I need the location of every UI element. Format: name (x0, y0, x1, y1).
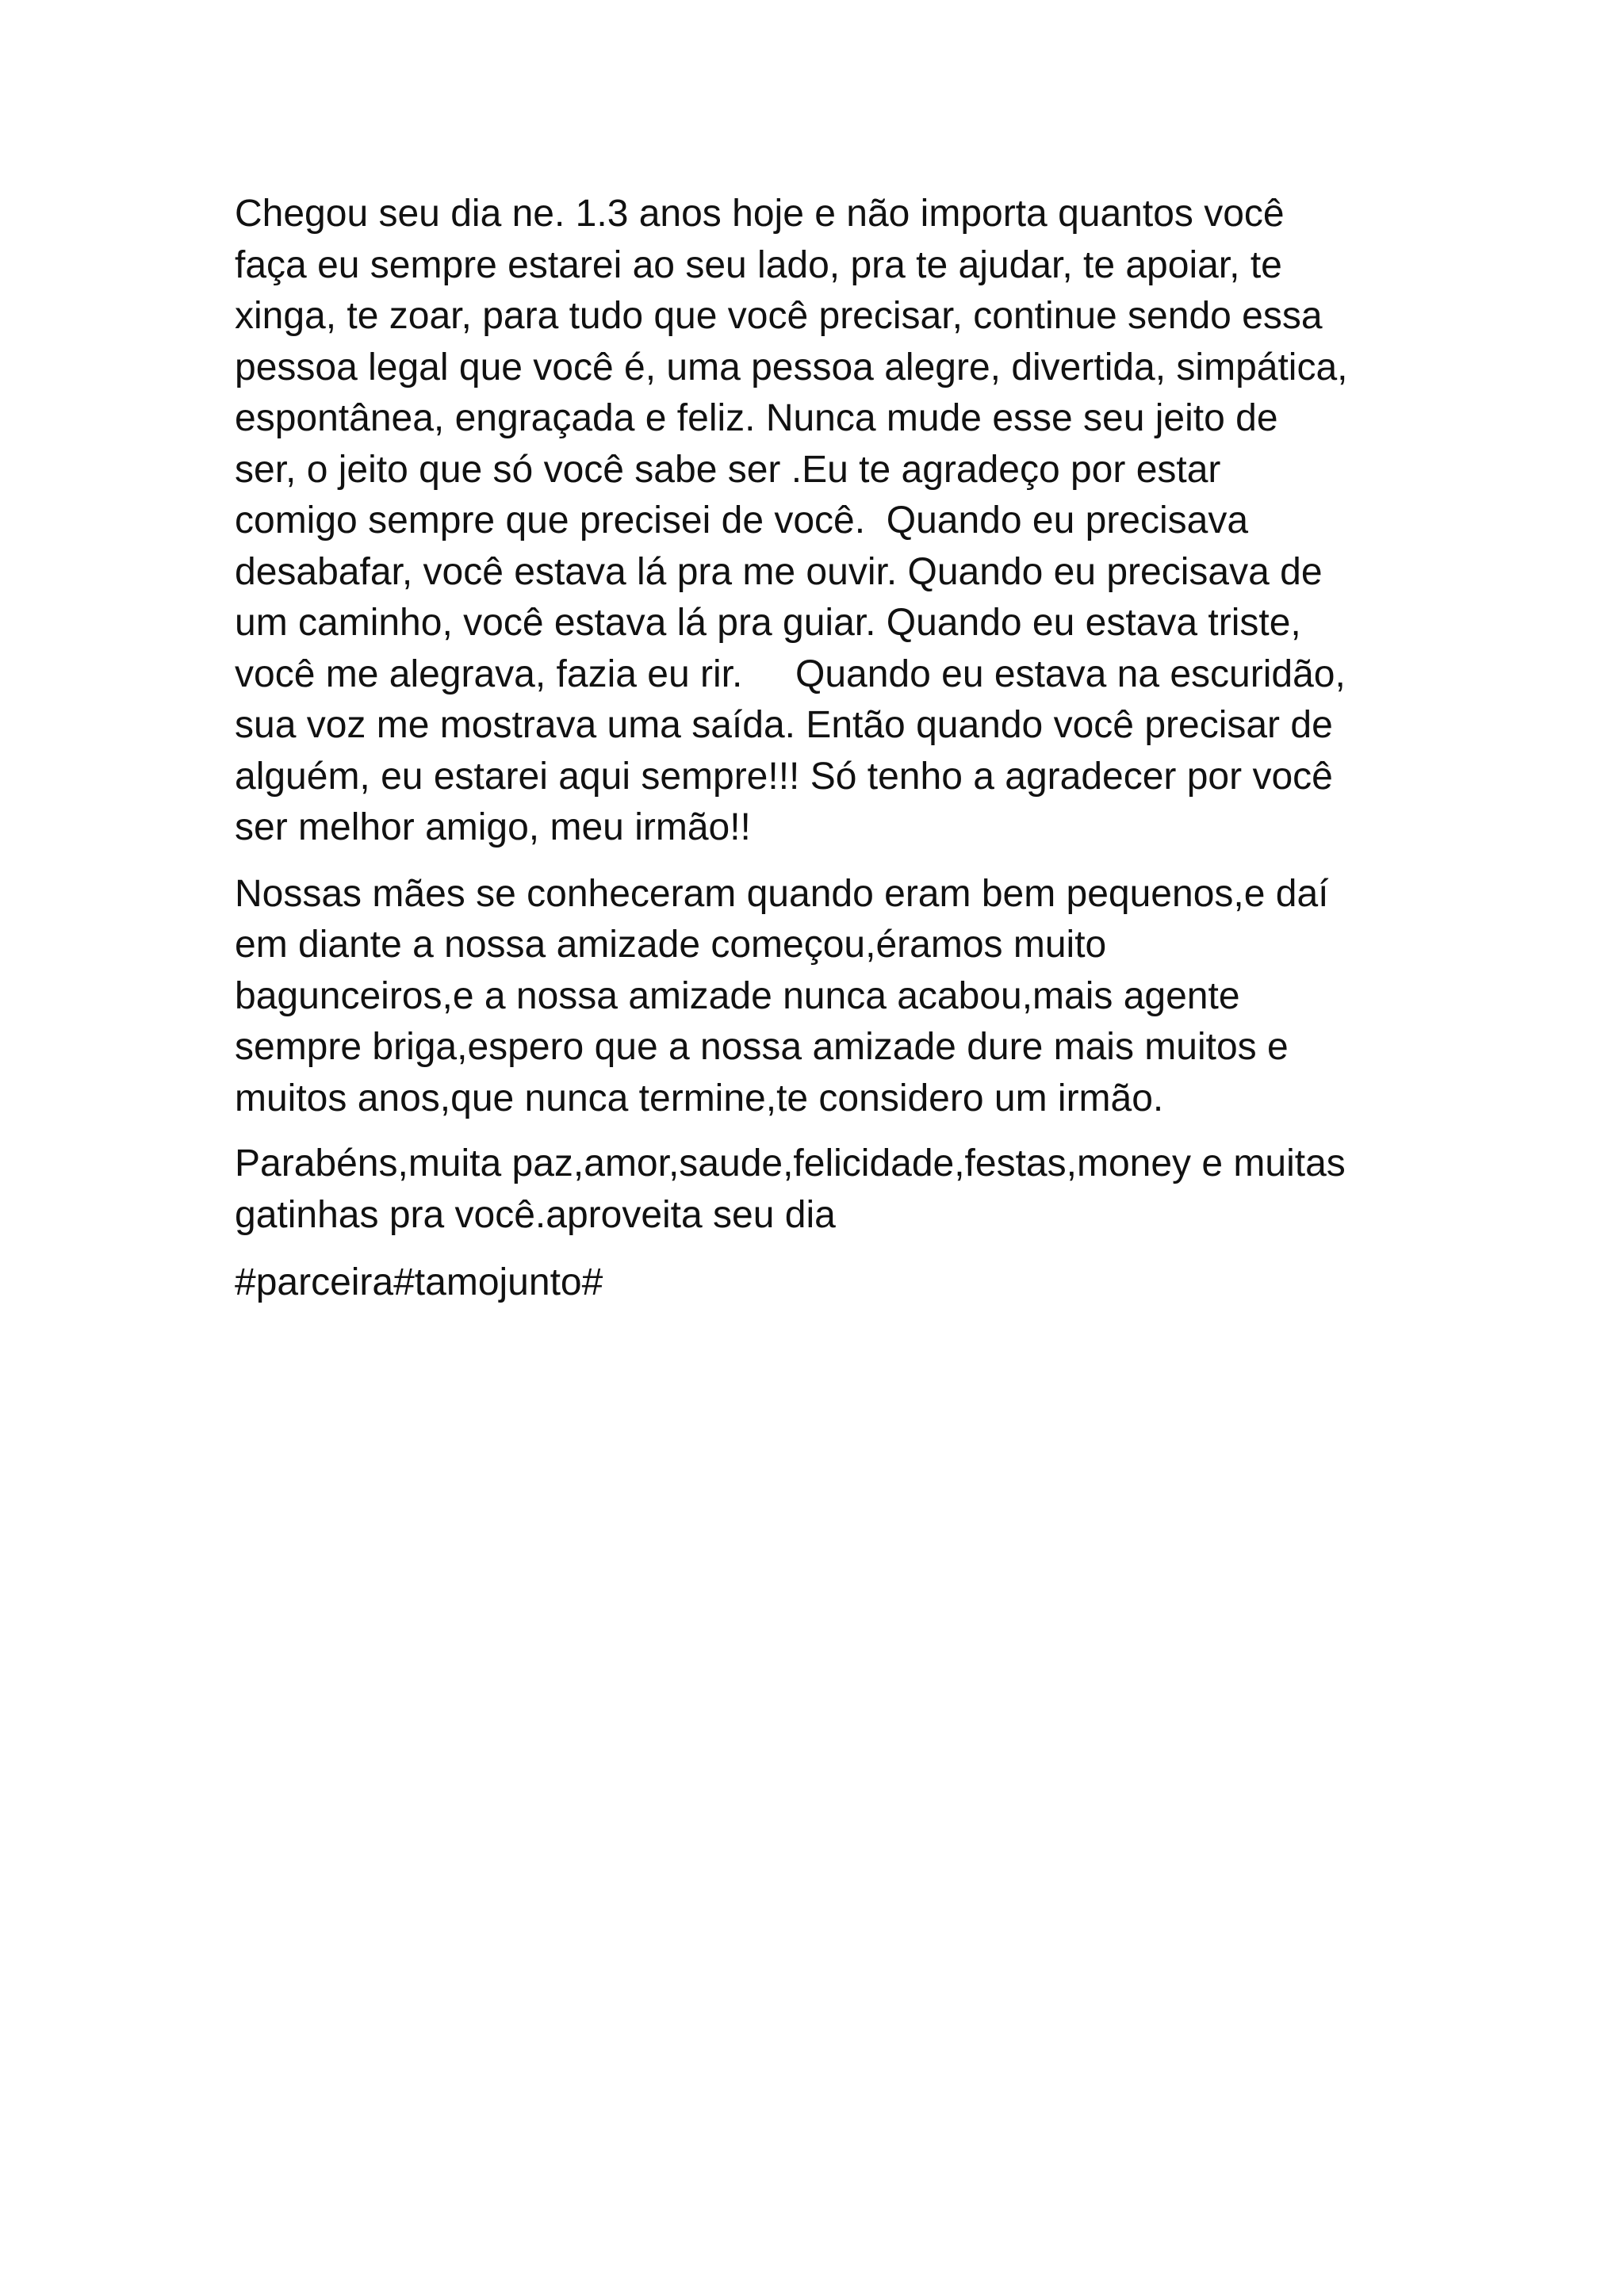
text-line: você me alegrava, fazia eu rir. Quando eu estava na escuridão, (235, 652, 1346, 695)
text-line: muitos anos,que nunca termine,te considero um irmão. (235, 1077, 1164, 1119)
text-line: bagunceiros,e a nossa amizade nunca acabou,mais agente (235, 974, 1240, 1017)
text-line: alguém, eu estarei aqui sempre!!! Só tenho a agradecer por você (235, 755, 1333, 798)
text-line: espontânea, engraçada e feliz. Nunca mude esse seu jeito de (235, 397, 1278, 439)
text-line: desabafar, você estava lá pra me ouvir. Quando eu precisava de (235, 550, 1323, 593)
text-line: xinga, te zoar, para tudo que você precisar, continue sendo essa (235, 295, 1323, 337)
paragraph-congratulations (235, 1138, 1408, 1241)
text-line: ser melhor amigo, meu irmão!! (235, 806, 751, 848)
text-line: gatinhas pra você.aproveita seu dia (235, 1193, 836, 1236)
document-body (235, 189, 1408, 1309)
text-line: um caminho, você estava lá pra guiar. Quando eu estava triste, (235, 602, 1301, 644)
paragraph-hashtags (235, 1257, 1408, 1309)
paragraph-birthday-message (235, 189, 1408, 854)
text-line: Parabéns,muita paz,amor,saude,felicidade,festas,money e muitas (235, 1142, 1346, 1184)
text-line: sua voz me mostrava uma saída. Então quando você precisar de (235, 704, 1333, 746)
text-line: pessoa legal que você é, uma pessoa alegre, divertida, simpática, (235, 346, 1348, 388)
text-line: sempre briga,espero que a nossa amizade dure mais muitos e (235, 1026, 1289, 1068)
text-line: Chegou seu dia ne. 1.3 anos hoje e não importa quantos você (235, 193, 1285, 235)
text-line: #parceira#tamojunto# (235, 1261, 603, 1303)
text-line: comigo sempre que precisei de você. Quando eu precisava (235, 499, 1249, 541)
text-line: Nossas mães se conheceram quando eram bem pequenos,e daí (235, 872, 1329, 915)
text-line: ser, o jeito que só você sabe ser .Eu te agradeço por estar (235, 448, 1221, 491)
text-line: faça eu sempre estarei ao seu lado, pra te ajudar, te apoiar, te (235, 243, 1282, 286)
text-line: em diante a nossa amizade começou,éramos muito (235, 924, 1107, 966)
paragraph-friendship-story (235, 869, 1408, 1125)
